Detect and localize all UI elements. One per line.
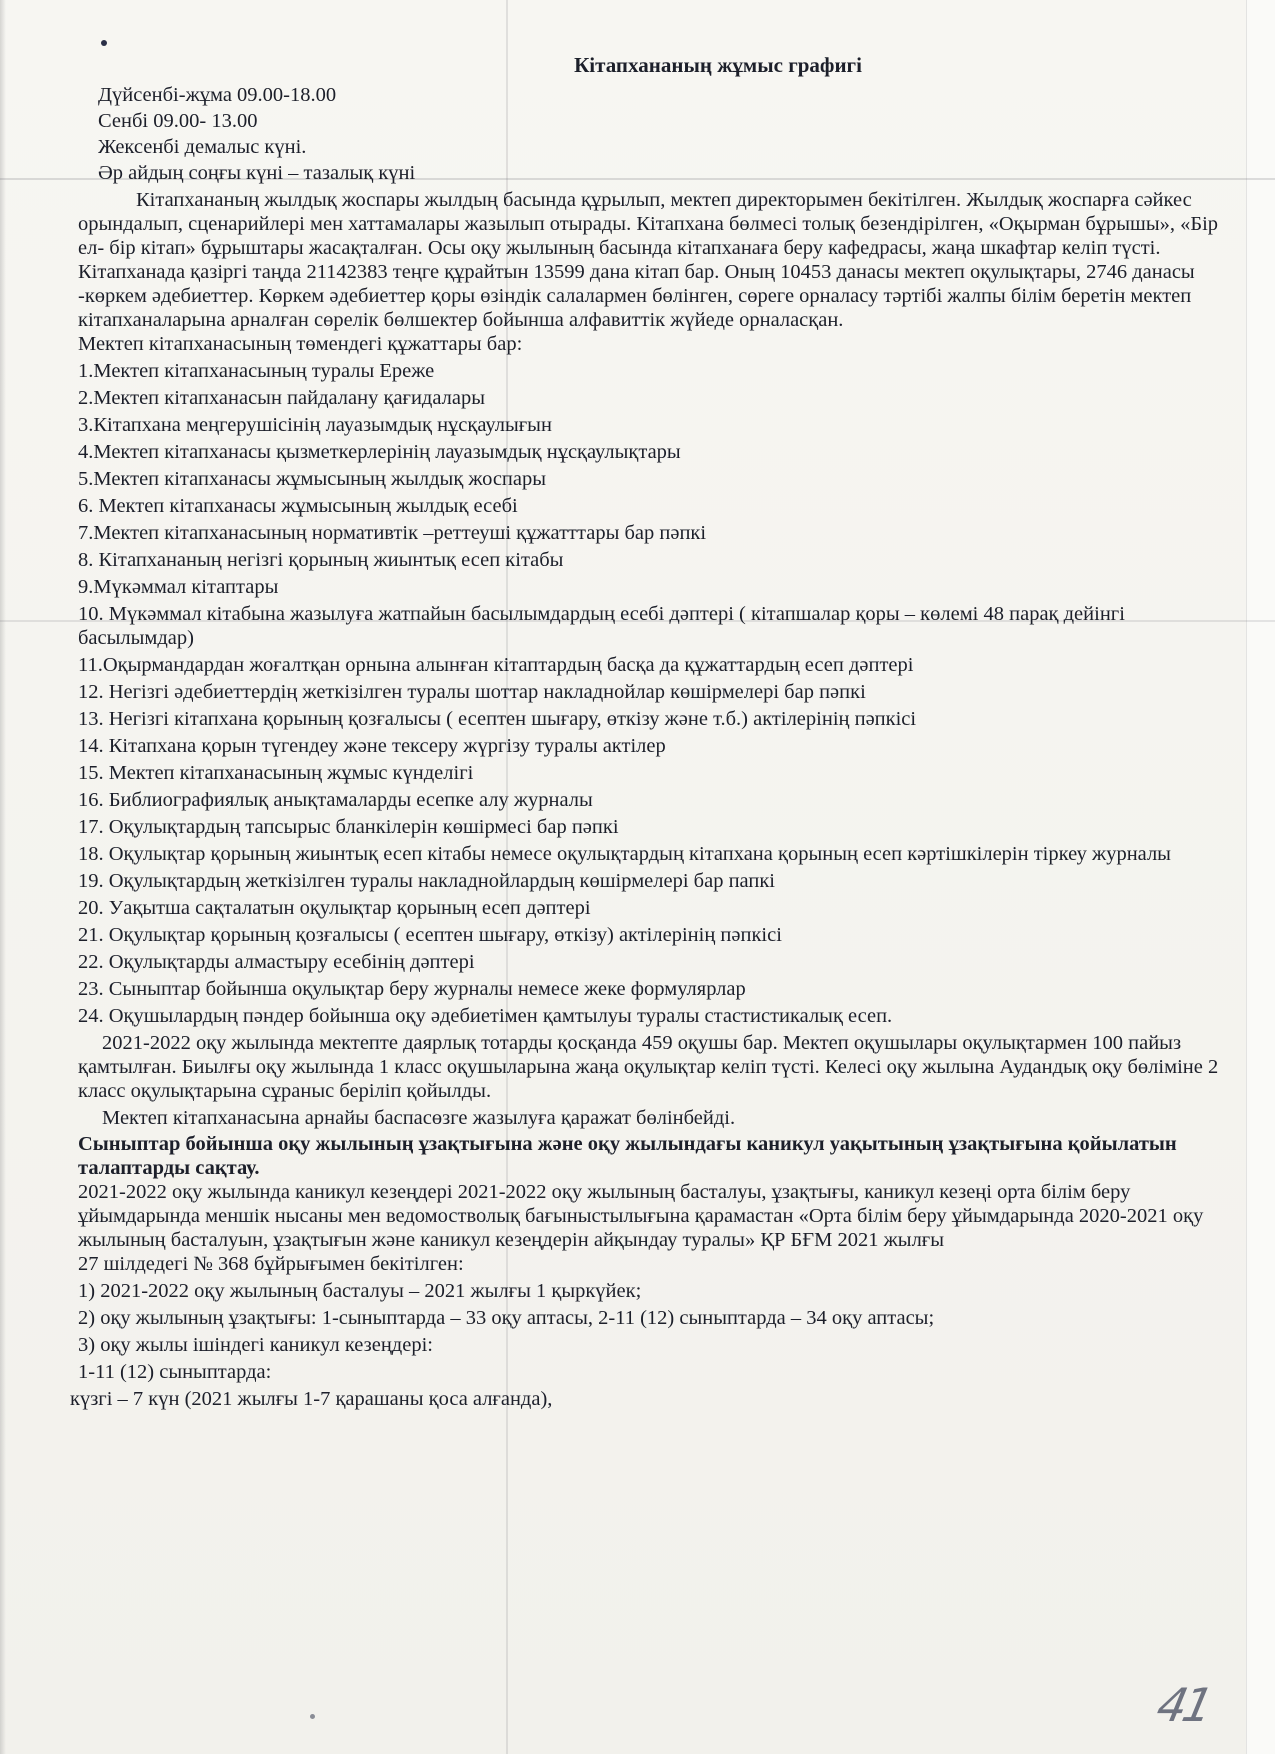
list-item: 16. Библиографиялық анықтамаларды есепке алу журналы	[78, 789, 593, 811]
rules-list	[70, 1279, 1238, 1411]
list-item: 9.Мүкәммал кітаптары	[78, 576, 279, 598]
list-item: 1) 2021-2022 оқу жылының басталуы – 2021 жылғы 1 қыркүйек;	[78, 1280, 642, 1302]
list-item: 5.Мектеп кітапханасы жұмысының жылдық жоспары	[78, 468, 547, 490]
list-item: 3) оқу жылы ішіндегі каникул кезеңдері:	[78, 1334, 433, 1356]
documents-list	[78, 359, 1238, 1028]
list-item: 14. Кітапхана қорын түгендеу және тексеру жүргізу туралы актілер	[78, 735, 666, 757]
ink-dot	[101, 40, 107, 46]
document-body	[70, 52, 1238, 1414]
list-item: 11.Оқырмандардан жоғалтқан орнына алынған кітаптардың басқа да құжаттардың есеп дәптері	[78, 654, 914, 676]
list-item: 20. Уақытша сақталатын оқулықтар қорының есеп дәптері	[78, 897, 591, 919]
documents-intro: Мектеп кітапханасының төмендегі құжаттары бар:	[78, 333, 523, 355]
schedule-line: Сенбі 09.00- 13.00	[98, 110, 258, 132]
list-item: 10. Мүкәммал кітабына жазылуға жатпайын басылымдардың есебі дәптері ( кітапшалар қоры – көлемі 48 парақ дейінгі басылымдар)	[78, 603, 1125, 649]
page-title: Кітапхананың жұмыс графигі	[574, 53, 862, 77]
list-item: 13. Негізгі кітапхана қорының қозғалысы ( есептен шығару, өткізу және т.б.) актілерінің пәпкісі	[78, 708, 917, 730]
list-item: 2) оқу жылының ұзақтығы: 1-сыныптарда – 33 оқу аптасы, 2-11 (12) сыныптарда – 34 оқу аптасы;	[78, 1307, 935, 1329]
list-item: 18. Оқулықтар қорының жиынтық есеп кітабы немесе оқулықтардың кітапхана қорының есеп кәртішкілерін тіркеу журналы	[78, 843, 1171, 865]
paragraph-annual-plan: Кітапхананың жылдық жоспары жылдың басында құрылып, мектеп директорымен бекітілген. Жылдық жоспарға сәйкес орындалып, сценарийлері мен хаттамалары жазылып отырады. Кітапхана бөлмесі толық безендірілген, «Оқырман бұрышы», «Бір ел- бір кітап» бұрыштары жасақталған. Осы оқу жылының басында кітапханаға беру кафедрасы, жаңа шкафтар келіп түсті.	[78, 189, 1219, 259]
list-item: 17. Оқулықтардың тапсырыс бланкілерін көшірмесі бар пәпкі	[78, 816, 619, 838]
list-item: 12. Негізгі әдебиеттердің жеткізілген туралы шоттар накладнойлар көшірмелері бар пәпкі	[78, 681, 866, 703]
list-item: 6. Мектеп кітапханасы жұмысының жылдық есебі	[78, 495, 518, 517]
list-item: 4.Мектеп кітапханасы қызметкерлерінің лауазымдық нұсқаулықтары	[78, 441, 681, 463]
schedule-line: Жексенбі демалыс күні.	[98, 136, 307, 158]
list-item: 8. Кітапхананың негізгі қорының жиынтық есеп кітабы	[78, 549, 564, 571]
list-item: 21. Оқулықтар қорының қозғалысы ( есептен шығару, өткізу) актілерінің пәпкісі	[78, 924, 782, 946]
list-item: 2.Мектеп кітапханасын пайдалану қағидалары	[78, 387, 485, 409]
scan-right-edge	[1246, 0, 1275, 1754]
list-item: 24. Оқушылардың пәндер бойынша оқу әдебиетімен қамтылуы туралы стастистикалық есеп.	[78, 1005, 893, 1027]
paragraph-order: 27 шілдедегі № 368 бұйрығымен бекітілген:	[78, 1253, 464, 1275]
ink-dot	[310, 1714, 315, 1719]
list-item: 15. Мектеп кітапханасының жұмыс күнделігі	[78, 762, 474, 784]
list-item: күзгі – 7 күн (2021 жылғы 1-7 қарашаны қоса алғанда),	[70, 1388, 553, 1410]
schedule-block	[98, 82, 1238, 186]
list-item: 19. Оқулықтардың жеткізілген туралы накладнойлардың көшірмелері бар папкі	[78, 870, 775, 892]
scan-left-edge	[0, 0, 6, 1754]
list-item: 1.Мектеп кітапханасының туралы Ереже	[78, 360, 435, 382]
list-item: 7.Мектеп кітапханасының нормативтік –реттеуші құжатттары бар пәпкі	[78, 522, 707, 544]
list-item: 1-11 (12) сыныптарда:	[78, 1361, 272, 1383]
list-item: 23. Сыныптар бойынша оқулықтар беру журналы немесе жеке формулярлар	[78, 978, 746, 1000]
schedule-line: Әр айдың соңғы күні – тазалық күні	[98, 162, 416, 184]
list-item: 3.Кітапхана меңгерушісінің лауазымдық нұсқаулығын	[78, 414, 552, 436]
paragraph-press: Мектеп кітапханасына арнайы баспасөзге жазылуға қаражат бөлінбейді.	[102, 1107, 736, 1129]
list-item: 22. Оқулықтарды алмастыру есебінің дәптері	[78, 951, 475, 973]
paragraph-library-fund: Кітапханада қазіргі таңда 21142383 теңге құрайтын 13599 дана кітап бар. Оның 10453 данасы мектеп оқулықтары, 2746 данасы -көркем әдебиеттер. Көркем әдебиеттер қоры өзіндік салалармен бөлінген, сөреге орналасу тәртібі жалпы білім беретін мектеп кітапханаларына арналған сөрелік бөлшектер бойынша алфавиттік жүйеде орналасқан.	[78, 261, 1195, 331]
page-number: 41	[1152, 1678, 1215, 1732]
paragraph-holidays: 2021-2022 оқу жылында каникул кезеңдері 2021-2022 оқу жылының басталуы, ұзақтығы, каникул кезеңі орта білім беру ұйымдарында меншік нысаны мен ведомостволық бағыныстылығына қарамастан «Орта білім беру ұйымдарында 2020-2021 оқу жылының басталуын, ұзақтығын және каникул кезеңдерін айқындау туралы» ҚР БҒМ 2021 жылғы	[78, 1181, 1204, 1251]
schedule-line: Дүйсенбі-жұма 09.00-18.00	[98, 84, 337, 106]
paragraph-students: 2021-2022 оқу жылында мектепте даярлық тотарды қосқанда 459 оқушы бар. Мектеп оқушылары оқулықтармен 100 пайыз қамтылған. Биылғы оқу жылында 1 класс оқушыларына жаңа оқулықтар келіп түсті. Келесі оқу жылына Аудандық оқу бөліміне 2 класс оқулықтарына сұраныс беріліп қойылды.	[78, 1032, 1219, 1102]
section-heading: Сыныптар бойынша оқу жылының ұзақтығына және оқу жылындағы каникул уақытының ұзақтығына қойылатын талаптарды сақтау.	[78, 1133, 1177, 1179]
